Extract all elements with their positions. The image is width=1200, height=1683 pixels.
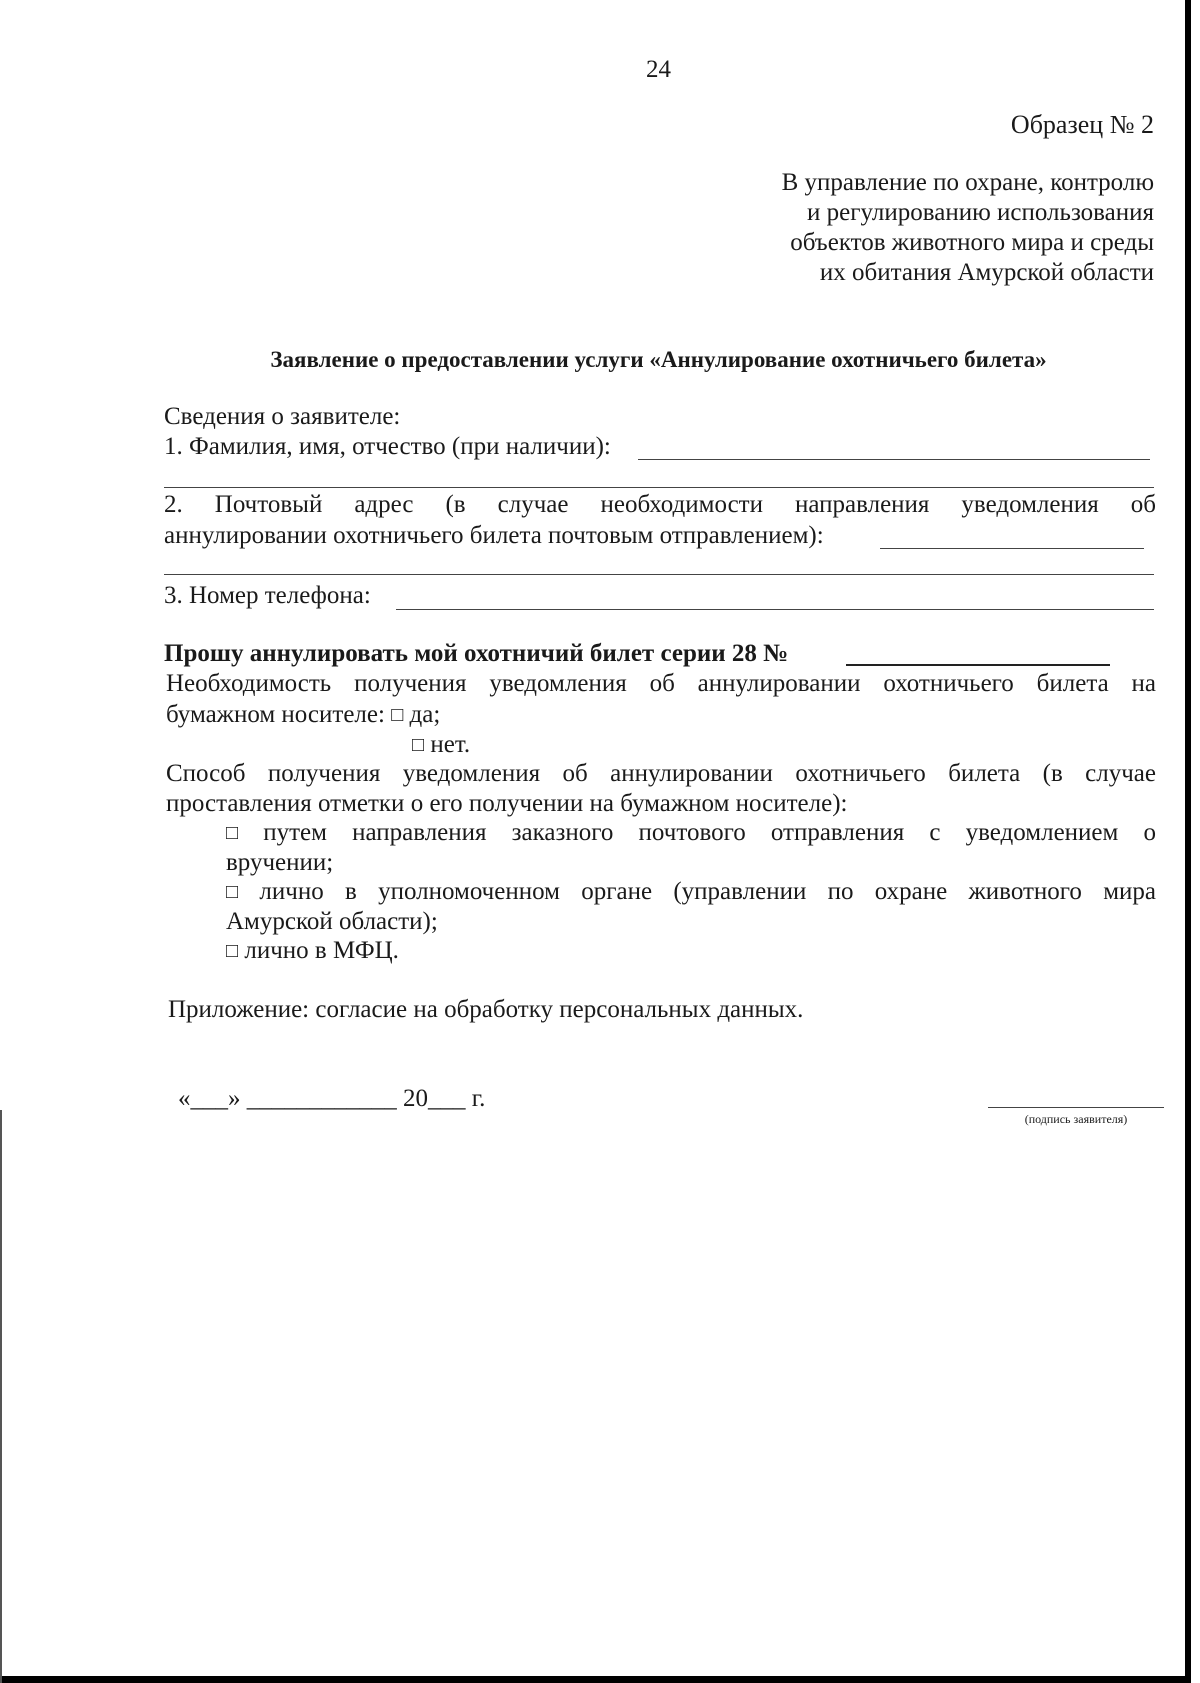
addressee-line: объектов животного мира и среды xyxy=(790,229,1154,256)
option-yes-label: да; xyxy=(409,701,441,728)
fio-input-line[interactable] xyxy=(638,459,1150,460)
address-label-line1: 2. Почтовый адрес (в случае необходимости направления уведомления об xyxy=(164,491,1156,518)
page-border-right xyxy=(1185,0,1191,1683)
page-border-bottom xyxy=(0,1676,1191,1683)
delivery-line2: проставления отметки о его получении на бумажном носителе): xyxy=(166,790,848,817)
ticket-number-input-line[interactable] xyxy=(846,664,1110,666)
delivery-option3 xyxy=(226,935,399,967)
checkbox-post[interactable]: □ xyxy=(226,822,239,844)
addressee-line: и регулированию использования xyxy=(807,199,1154,226)
checkbox-yes[interactable]: □ xyxy=(391,704,404,726)
delivery-option1-line2: вручении; xyxy=(226,849,334,876)
address-label-line2: аннулировании охотничьего билета почтовым отправлением): xyxy=(164,522,824,549)
address-input-line[interactable] xyxy=(880,548,1144,549)
delivery-option1-text: путем направления заказного почтового отправления с уведомлением о xyxy=(263,819,1156,846)
delivery-option2-text: лично в уполномоченном органе (управлении по охране животного мира xyxy=(259,878,1157,905)
signature-line[interactable] xyxy=(988,1107,1164,1108)
delivery-option2-line2: Амурской области); xyxy=(226,908,438,935)
phone-input-line[interactable] xyxy=(396,609,1154,610)
checkbox-in-person-authority[interactable]: □ xyxy=(226,881,239,903)
delivery-option3-text: лично в МФЦ. xyxy=(244,937,399,964)
address-input-line-2[interactable] xyxy=(164,574,1154,575)
signature-caption: (подпись заявителя) xyxy=(1024,1112,1128,1126)
paper-notice-line1: Необходимость получения уведомления об аннулировании охотничьего билета на xyxy=(166,670,1156,697)
delivery-line1: Способ получения уведомления об аннулировании охотничьего билета (в случае xyxy=(166,760,1156,787)
checkbox-mfc[interactable]: □ xyxy=(226,940,239,962)
document-title: Заявление о предоставлении услуги «Аннулирование охотничьего билета» xyxy=(270,347,1047,372)
option-no-label: нет. xyxy=(430,731,471,758)
option-no-row xyxy=(412,729,470,761)
sample-label: Образец № 2 xyxy=(1010,110,1154,139)
phone-label: 3. Номер телефона: xyxy=(164,582,371,609)
applicant-heading: Сведения о заявителе: xyxy=(164,403,401,430)
paper-notice-line2 xyxy=(166,699,440,731)
date-line[interactable]: «___» ____________ 20___ г. xyxy=(178,1085,486,1112)
delivery-option2-line1 xyxy=(226,876,1156,908)
checkbox-no[interactable]: □ xyxy=(412,734,425,756)
addressee-block xyxy=(782,168,1154,288)
cancel-request-line: Прошу аннулировать мой охотничий билет серии 28 № xyxy=(164,640,789,667)
addressee-line: их обитания Амурской области xyxy=(819,259,1154,286)
fio-input-line-2[interactable] xyxy=(164,487,1154,488)
attachment-note: Приложение: согласие на обработку персональных данных. xyxy=(168,996,804,1023)
page-number: 24 xyxy=(646,56,671,83)
delivery-option1-line1 xyxy=(226,817,1156,849)
paper-notice-label: бумажном носителе: xyxy=(166,701,385,728)
fio-label: 1. Фамилия, имя, отчество (при наличии): xyxy=(164,433,611,460)
addressee-line: В управление по охране, контролю xyxy=(781,169,1154,196)
page-border-left xyxy=(0,1110,2,1683)
